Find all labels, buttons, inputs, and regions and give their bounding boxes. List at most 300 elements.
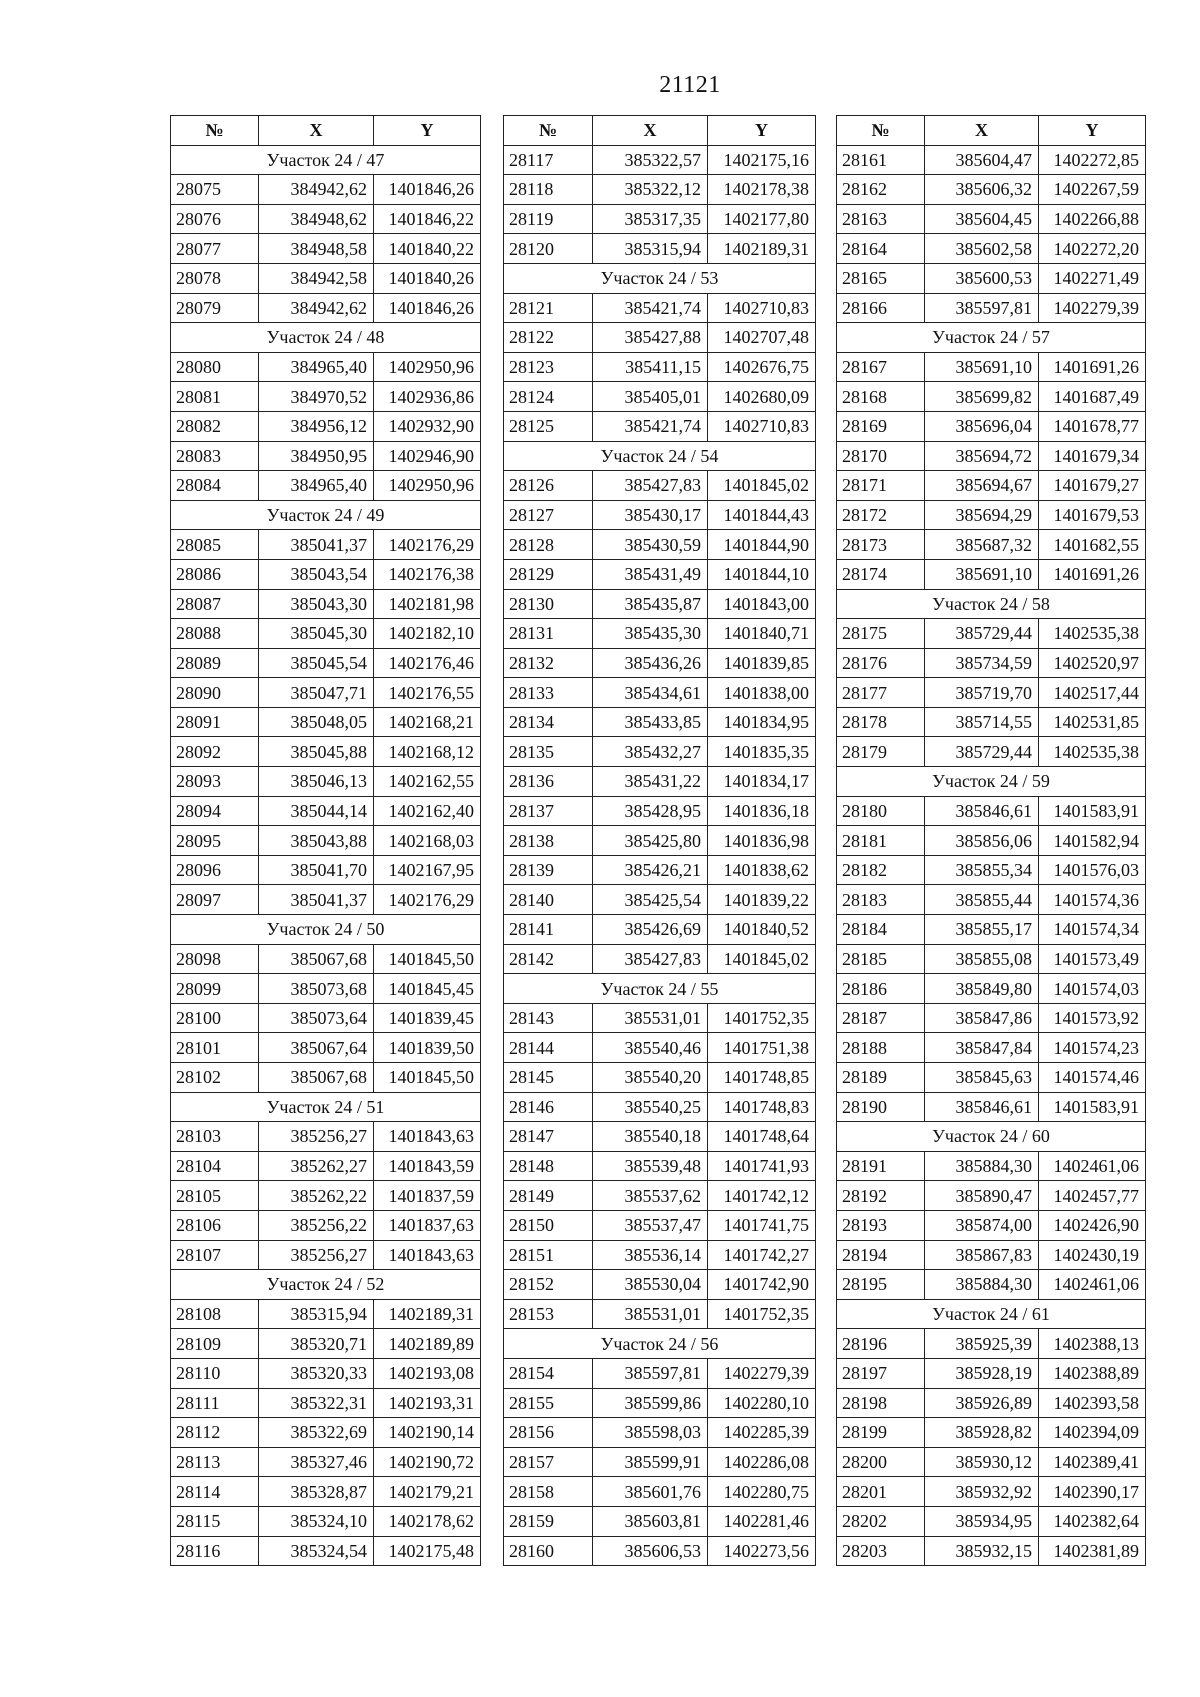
point-number-cell: 28120 (504, 234, 593, 264)
point-number-cell: 28106 (171, 1210, 259, 1240)
point-number-cell: 28161 (837, 145, 925, 175)
y-coordinate-cell: 1401840,22 (374, 234, 481, 264)
y-coordinate-cell: 1402280,75 (708, 1477, 816, 1507)
table-row (504, 175, 816, 205)
x-coordinate-cell: 385540,18 (593, 1122, 708, 1152)
y-coordinate-cell: 1402176,46 (374, 648, 481, 678)
point-number-cell: 28152 (504, 1270, 593, 1300)
y-coordinate-cell: 1402381,89 (1039, 1536, 1146, 1566)
y-coordinate-cell: 1401837,59 (374, 1181, 481, 1211)
table-row (171, 1388, 481, 1418)
x-coordinate-cell: 385598,03 (593, 1418, 708, 1448)
x-coordinate-cell: 385846,61 (925, 796, 1039, 826)
y-coordinate-cell: 1401834,95 (708, 707, 816, 737)
table-row (837, 263, 1146, 293)
y-coordinate-cell: 1401836,18 (708, 796, 816, 826)
table-row (837, 826, 1146, 856)
table-row (504, 1358, 816, 1388)
table-row (837, 175, 1146, 205)
point-number-cell: 28089 (171, 648, 259, 678)
x-coordinate-cell: 385431,22 (593, 767, 708, 797)
y-coordinate-cell: 1401839,50 (374, 1033, 481, 1063)
x-coordinate-cell: 385433,85 (593, 707, 708, 737)
y-coordinate-cell: 1401838,62 (708, 855, 816, 885)
y-coordinate-cell: 1402535,38 (1039, 619, 1146, 649)
y-coordinate-cell: 1402946,90 (374, 441, 481, 471)
point-number-cell: 28139 (504, 855, 593, 885)
x-coordinate-cell: 385317,35 (593, 204, 708, 234)
table-row (504, 885, 816, 915)
point-number-cell: 28144 (504, 1033, 593, 1063)
x-coordinate-cell: 385928,19 (925, 1358, 1039, 1388)
x-coordinate-cell: 384942,58 (259, 263, 374, 293)
table-row (504, 1092, 816, 1122)
x-coordinate-cell: 385430,59 (593, 530, 708, 560)
y-coordinate-cell: 1401691,26 (1039, 352, 1146, 382)
header-y: Y (1039, 116, 1146, 146)
point-number-cell: 28192 (837, 1181, 925, 1211)
section-row (837, 589, 1146, 619)
x-coordinate-cell: 385315,94 (593, 234, 708, 264)
x-coordinate-cell: 385847,86 (925, 1003, 1039, 1033)
table-row (171, 441, 481, 471)
x-coordinate-cell: 385045,30 (259, 619, 374, 649)
x-coordinate-cell: 385046,13 (259, 767, 374, 797)
table-row (837, 500, 1146, 530)
point-number-cell: 28151 (504, 1240, 593, 1270)
point-number-cell: 28175 (837, 619, 925, 649)
x-coordinate-cell: 385421,74 (593, 293, 708, 323)
y-coordinate-cell: 1402176,38 (374, 559, 481, 589)
x-coordinate-cell: 385322,69 (259, 1418, 374, 1448)
y-coordinate-cell: 1402181,98 (374, 589, 481, 619)
y-coordinate-cell: 1402271,49 (1039, 263, 1146, 293)
y-coordinate-cell: 1402280,10 (708, 1388, 816, 1418)
table-row (504, 1506, 816, 1536)
point-number-cell: 28167 (837, 352, 925, 382)
y-coordinate-cell: 1401582,94 (1039, 826, 1146, 856)
point-number-cell: 28141 (504, 915, 593, 945)
y-coordinate-cell: 1402286,08 (708, 1447, 816, 1477)
x-coordinate-cell: 385849,80 (925, 974, 1039, 1004)
table-row (171, 767, 481, 797)
x-coordinate-cell: 385719,70 (925, 678, 1039, 708)
section-title: Участок 24 / 48 (171, 323, 481, 353)
table-row (504, 145, 816, 175)
x-coordinate-cell: 385602,58 (925, 234, 1039, 264)
point-number-cell: 28090 (171, 678, 259, 708)
section-title: Участок 24 / 59 (837, 767, 1146, 797)
y-coordinate-cell: 1402535,38 (1039, 737, 1146, 767)
y-coordinate-cell: 1402177,80 (708, 204, 816, 234)
y-coordinate-cell: 1402430,19 (1039, 1240, 1146, 1270)
x-coordinate-cell: 385539,48 (593, 1151, 708, 1181)
section-title: Участок 24 / 50 (171, 915, 481, 945)
point-number-cell: 28169 (837, 411, 925, 441)
x-coordinate-cell: 385855,34 (925, 855, 1039, 885)
point-number-cell: 28138 (504, 826, 593, 856)
point-number-cell: 28098 (171, 944, 259, 974)
table-row (171, 1063, 481, 1093)
x-coordinate-cell: 385536,14 (593, 1240, 708, 1270)
x-coordinate-cell: 385540,20 (593, 1063, 708, 1093)
table-row (171, 855, 481, 885)
x-coordinate-cell: 385047,71 (259, 678, 374, 708)
table-row (837, 1033, 1146, 1063)
x-coordinate-cell: 385328,87 (259, 1477, 374, 1507)
point-number-cell: 28132 (504, 648, 593, 678)
table-row (837, 678, 1146, 708)
x-coordinate-cell: 385428,95 (593, 796, 708, 826)
table-row (171, 1210, 481, 1240)
table-row (504, 767, 816, 797)
x-coordinate-cell: 385930,12 (925, 1447, 1039, 1477)
point-number-cell: 28078 (171, 263, 259, 293)
table-row (837, 411, 1146, 441)
point-number-cell: 28113 (171, 1447, 259, 1477)
table-row (171, 471, 481, 501)
x-coordinate-cell: 385855,08 (925, 944, 1039, 974)
point-number-cell: 28156 (504, 1418, 593, 1448)
y-coordinate-cell: 1402193,31 (374, 1388, 481, 1418)
table-row (171, 1240, 481, 1270)
x-coordinate-cell: 385531,01 (593, 1003, 708, 1033)
y-coordinate-cell: 1402176,55 (374, 678, 481, 708)
table-row (504, 411, 816, 441)
table-row (837, 1477, 1146, 1507)
section-row (504, 441, 816, 471)
point-number-cell: 28165 (837, 263, 925, 293)
point-number-cell: 28199 (837, 1418, 925, 1448)
point-number-cell: 28160 (504, 1536, 593, 1566)
x-coordinate-cell: 385687,32 (925, 530, 1039, 560)
y-coordinate-cell: 1401679,27 (1039, 471, 1146, 501)
x-coordinate-cell: 385890,47 (925, 1181, 1039, 1211)
y-coordinate-cell: 1402168,21 (374, 707, 481, 737)
x-coordinate-cell: 385934,95 (925, 1506, 1039, 1536)
y-coordinate-cell: 1402279,39 (1039, 293, 1146, 323)
table-row (837, 1329, 1146, 1359)
table-row (837, 796, 1146, 826)
table-row (171, 1536, 481, 1566)
point-number-cell: 28162 (837, 175, 925, 205)
point-number-cell: 28100 (171, 1003, 259, 1033)
section-title: Участок 24 / 60 (837, 1122, 1146, 1152)
x-coordinate-cell: 385322,12 (593, 175, 708, 205)
table-row (504, 678, 816, 708)
point-number-cell: 28198 (837, 1388, 925, 1418)
table-row (171, 1122, 481, 1152)
point-number-cell: 28099 (171, 974, 259, 1004)
y-coordinate-cell: 1402189,31 (708, 234, 816, 264)
table-row (837, 441, 1146, 471)
y-coordinate-cell: 1401834,17 (708, 767, 816, 797)
x-coordinate-cell: 385426,69 (593, 915, 708, 945)
x-coordinate-cell: 384942,62 (259, 175, 374, 205)
section-row (504, 263, 816, 293)
x-coordinate-cell: 385925,39 (925, 1329, 1039, 1359)
table-row (837, 559, 1146, 589)
point-number-cell: 28115 (171, 1506, 259, 1536)
y-coordinate-cell: 1402273,56 (708, 1536, 816, 1566)
y-coordinate-cell: 1402179,21 (374, 1477, 481, 1507)
point-number-cell: 28148 (504, 1151, 593, 1181)
table-row (171, 530, 481, 560)
x-coordinate-cell: 385041,37 (259, 885, 374, 915)
point-number-cell: 28104 (171, 1151, 259, 1181)
section-row (171, 500, 481, 530)
x-coordinate-cell: 385256,27 (259, 1240, 374, 1270)
point-number-cell: 28188 (837, 1033, 925, 1063)
y-coordinate-cell: 1402932,90 (374, 411, 481, 441)
point-number-cell: 28109 (171, 1329, 259, 1359)
y-coordinate-cell: 1401748,83 (708, 1092, 816, 1122)
table-row (504, 1388, 816, 1418)
x-coordinate-cell: 385427,88 (593, 323, 708, 353)
point-number-cell: 28143 (504, 1003, 593, 1033)
point-number-cell: 28122 (504, 323, 593, 353)
y-coordinate-cell: 1402680,09 (708, 382, 816, 412)
point-number-cell: 28092 (171, 737, 259, 767)
table-row (171, 352, 481, 382)
point-number-cell: 28140 (504, 885, 593, 915)
table-row (171, 826, 481, 856)
point-number-cell: 28134 (504, 707, 593, 737)
table-row (504, 530, 816, 560)
point-number-cell: 28154 (504, 1358, 593, 1388)
y-coordinate-cell: 1401839,85 (708, 648, 816, 678)
y-coordinate-cell: 1402190,14 (374, 1418, 481, 1448)
y-coordinate-cell: 1402461,06 (1039, 1151, 1146, 1181)
x-coordinate-cell: 385436,26 (593, 648, 708, 678)
x-coordinate-cell: 385600,53 (925, 263, 1039, 293)
table-row (837, 234, 1146, 264)
y-coordinate-cell: 1402388,13 (1039, 1329, 1146, 1359)
y-coordinate-cell: 1401682,55 (1039, 530, 1146, 560)
x-coordinate-cell: 385694,67 (925, 471, 1039, 501)
section-title: Участок 24 / 47 (171, 145, 481, 175)
y-coordinate-cell: 1401691,26 (1039, 559, 1146, 589)
point-number-cell: 28178 (837, 707, 925, 737)
point-number-cell: 28202 (837, 1506, 925, 1536)
y-coordinate-cell: 1401574,34 (1039, 915, 1146, 945)
header-number: № (504, 116, 593, 146)
point-number-cell: 28147 (504, 1122, 593, 1152)
y-coordinate-cell: 1401742,12 (708, 1181, 816, 1211)
x-coordinate-cell: 385043,88 (259, 826, 374, 856)
header-x: X (925, 116, 1039, 146)
x-coordinate-cell: 385073,64 (259, 1003, 374, 1033)
y-coordinate-cell: 1401679,53 (1039, 500, 1146, 530)
point-number-cell: 28094 (171, 796, 259, 826)
x-coordinate-cell: 385867,83 (925, 1240, 1039, 1270)
x-coordinate-cell: 385045,54 (259, 648, 374, 678)
y-coordinate-cell: 1401845,02 (708, 471, 816, 501)
header-number: № (171, 116, 259, 146)
y-coordinate-cell: 1402162,40 (374, 796, 481, 826)
point-number-cell: 28096 (171, 855, 259, 885)
table-row (504, 1151, 816, 1181)
y-coordinate-cell: 1401844,90 (708, 530, 816, 560)
point-number-cell: 28087 (171, 589, 259, 619)
section-row (504, 1329, 816, 1359)
table-row (504, 648, 816, 678)
x-coordinate-cell: 385425,80 (593, 826, 708, 856)
y-coordinate-cell: 1401748,64 (708, 1122, 816, 1152)
y-coordinate-cell: 1402531,85 (1039, 707, 1146, 737)
table-row (171, 885, 481, 915)
x-coordinate-cell: 385599,91 (593, 1447, 708, 1477)
table-row (504, 293, 816, 323)
table-row (837, 885, 1146, 915)
table-row (837, 1270, 1146, 1300)
point-number-cell: 28145 (504, 1063, 593, 1093)
point-number-cell: 28084 (171, 471, 259, 501)
table-row (504, 234, 816, 264)
point-number-cell: 28081 (171, 382, 259, 412)
point-number-cell: 28105 (171, 1181, 259, 1211)
point-number-cell: 28181 (837, 826, 925, 856)
header-x: X (593, 116, 708, 146)
page-number: 21121 (659, 72, 721, 98)
table-row (504, 589, 816, 619)
table-row (504, 1299, 816, 1329)
point-number-cell: 28186 (837, 974, 925, 1004)
section-title: Участок 24 / 52 (171, 1270, 481, 1300)
x-coordinate-cell: 385421,74 (593, 411, 708, 441)
x-coordinate-cell: 385435,30 (593, 619, 708, 649)
y-coordinate-cell: 1401840,71 (708, 619, 816, 649)
header-x: X (259, 116, 374, 146)
x-coordinate-cell: 385932,92 (925, 1477, 1039, 1507)
table-row (504, 1240, 816, 1270)
table-row (837, 648, 1146, 678)
x-coordinate-cell: 385435,87 (593, 589, 708, 619)
coordinates-table-middle (503, 115, 816, 1566)
x-coordinate-cell: 385729,44 (925, 737, 1039, 767)
point-number-cell: 28131 (504, 619, 593, 649)
section-title: Участок 24 / 61 (837, 1299, 1146, 1329)
point-number-cell: 28172 (837, 500, 925, 530)
y-coordinate-cell: 1401751,38 (708, 1033, 816, 1063)
point-number-cell: 28191 (837, 1151, 925, 1181)
x-coordinate-cell: 385067,68 (259, 944, 374, 974)
point-number-cell: 28095 (171, 826, 259, 856)
y-coordinate-cell: 1402461,06 (1039, 1270, 1146, 1300)
x-coordinate-cell: 385327,46 (259, 1447, 374, 1477)
table-row (171, 204, 481, 234)
x-coordinate-cell: 385856,06 (925, 826, 1039, 856)
point-number-cell: 28123 (504, 352, 593, 382)
x-coordinate-cell: 385427,83 (593, 471, 708, 501)
point-number-cell: 28149 (504, 1181, 593, 1211)
x-coordinate-cell: 385431,49 (593, 559, 708, 589)
y-coordinate-cell: 1401752,35 (708, 1299, 816, 1329)
table-row (504, 944, 816, 974)
table-row (837, 1388, 1146, 1418)
point-number-cell: 28117 (504, 145, 593, 175)
x-coordinate-cell: 385537,62 (593, 1181, 708, 1211)
table-row (504, 1477, 816, 1507)
x-coordinate-cell: 385537,47 (593, 1210, 708, 1240)
y-coordinate-cell: 1402266,88 (1039, 204, 1146, 234)
point-number-cell: 28157 (504, 1447, 593, 1477)
x-coordinate-cell: 385928,82 (925, 1418, 1039, 1448)
table-row (504, 323, 816, 353)
x-coordinate-cell: 385531,01 (593, 1299, 708, 1329)
x-coordinate-cell: 385324,10 (259, 1506, 374, 1536)
point-number-cell: 28171 (837, 471, 925, 501)
point-number-cell: 28163 (837, 204, 925, 234)
table-row (837, 1240, 1146, 1270)
point-number-cell: 28185 (837, 944, 925, 974)
x-coordinate-cell: 385846,61 (925, 1092, 1039, 1122)
y-coordinate-cell: 1402168,03 (374, 826, 481, 856)
table-row (171, 382, 481, 412)
y-coordinate-cell: 1402175,48 (374, 1536, 481, 1566)
x-coordinate-cell: 385256,27 (259, 1122, 374, 1152)
y-coordinate-cell: 1401574,36 (1039, 885, 1146, 915)
point-number-cell: 28196 (837, 1329, 925, 1359)
y-coordinate-cell: 1402272,20 (1039, 234, 1146, 264)
x-coordinate-cell: 385734,59 (925, 648, 1039, 678)
y-coordinate-cell: 1402162,55 (374, 767, 481, 797)
y-coordinate-cell: 1401843,63 (374, 1122, 481, 1152)
x-coordinate-cell: 385855,44 (925, 885, 1039, 915)
point-number-cell: 28125 (504, 411, 593, 441)
point-number-cell: 28101 (171, 1033, 259, 1063)
section-row (171, 323, 481, 353)
y-coordinate-cell: 1402189,89 (374, 1329, 481, 1359)
y-coordinate-cell: 1401838,00 (708, 678, 816, 708)
y-coordinate-cell: 1401576,03 (1039, 855, 1146, 885)
table-row (837, 1210, 1146, 1240)
table-row (504, 855, 816, 885)
point-number-cell: 28116 (171, 1536, 259, 1566)
point-number-cell: 28135 (504, 737, 593, 767)
point-number-cell: 28079 (171, 293, 259, 323)
header-y: Y (374, 116, 481, 146)
y-coordinate-cell: 1401678,77 (1039, 411, 1146, 441)
table-row (504, 707, 816, 737)
x-coordinate-cell: 385320,71 (259, 1329, 374, 1359)
point-number-cell: 28195 (837, 1270, 925, 1300)
x-coordinate-cell: 385606,32 (925, 175, 1039, 205)
table-row (837, 855, 1146, 885)
table-row (504, 1181, 816, 1211)
table-row (171, 619, 481, 649)
table-row (837, 1063, 1146, 1093)
point-number-cell: 28190 (837, 1092, 925, 1122)
x-coordinate-cell: 385262,27 (259, 1151, 374, 1181)
section-row (837, 1299, 1146, 1329)
point-number-cell: 28193 (837, 1210, 925, 1240)
point-number-cell: 28137 (504, 796, 593, 826)
y-coordinate-cell: 1402272,85 (1039, 145, 1146, 175)
x-coordinate-cell: 384950,95 (259, 441, 374, 471)
section-row (504, 974, 816, 1004)
table-row (837, 145, 1146, 175)
point-number-cell: 28179 (837, 737, 925, 767)
x-coordinate-cell: 385041,37 (259, 530, 374, 560)
x-coordinate-cell: 385604,45 (925, 204, 1039, 234)
y-coordinate-cell: 1402676,75 (708, 352, 816, 382)
x-coordinate-cell: 385603,81 (593, 1506, 708, 1536)
x-coordinate-cell: 385324,54 (259, 1536, 374, 1566)
x-coordinate-cell: 385043,54 (259, 559, 374, 589)
point-number-cell: 28121 (504, 293, 593, 323)
x-coordinate-cell: 385606,53 (593, 1536, 708, 1566)
